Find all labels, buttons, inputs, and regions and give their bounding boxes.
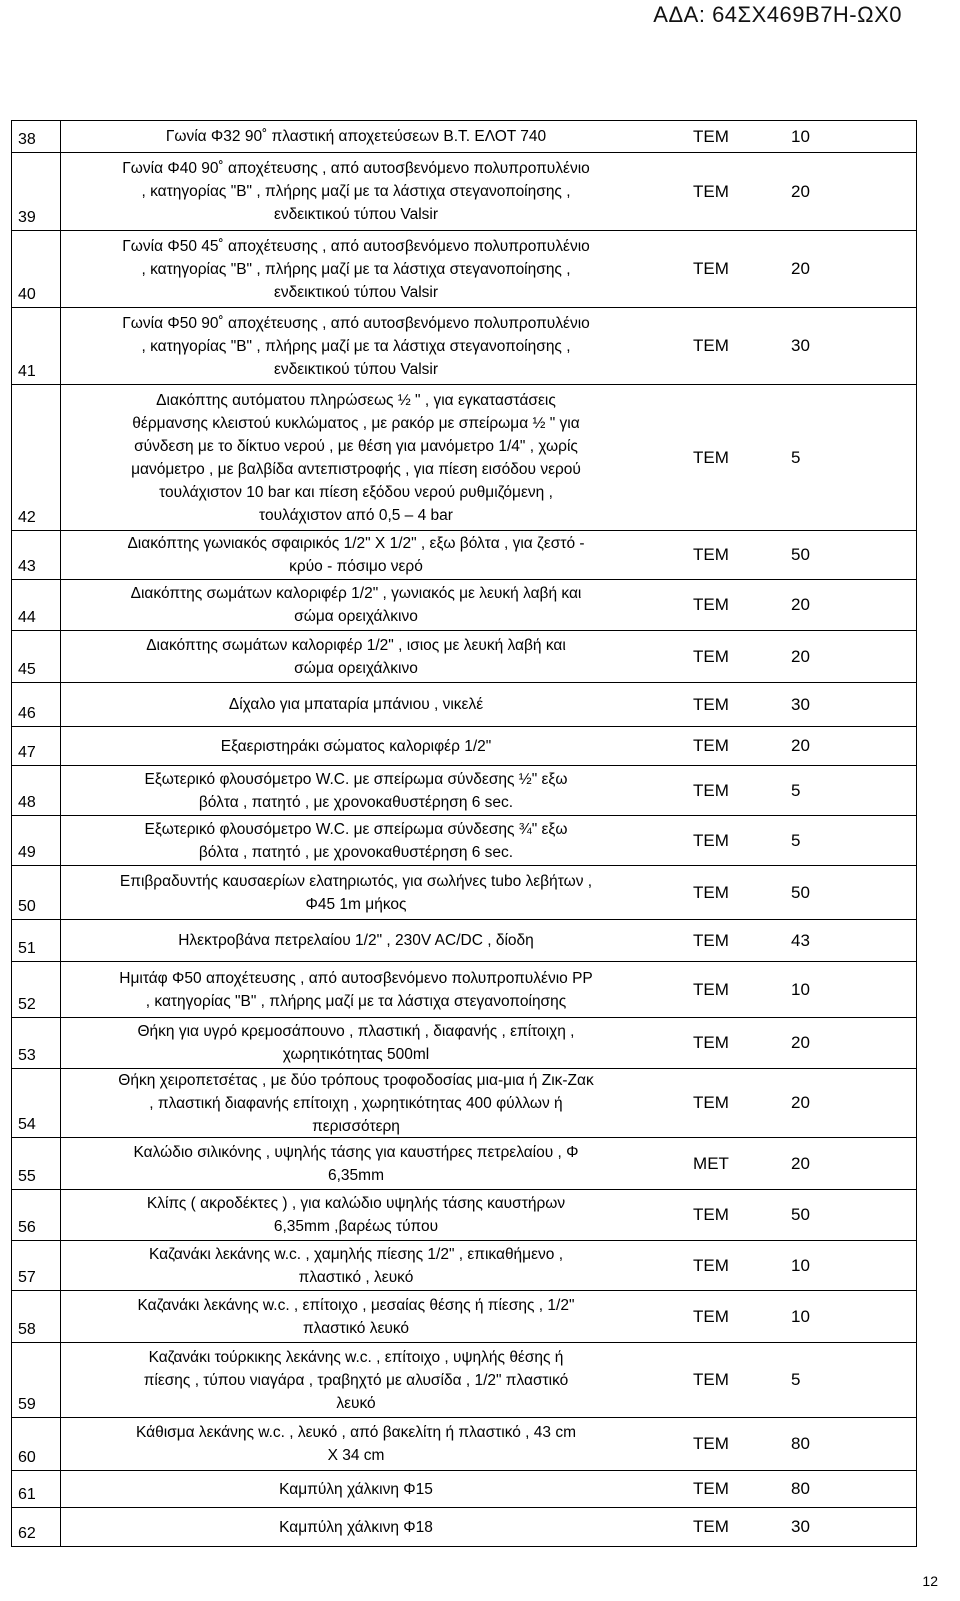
item-unit: ΤΕΜ: [693, 1434, 729, 1453]
row-number: 58: [12, 1291, 61, 1342]
item-quantity: 30: [791, 336, 810, 355]
item-description: [61, 818, 651, 864]
description-line: Καζανάκι τούρκικης λεκάνης w.c. , επίτοιχο , υψηλής θέσης ή: [148, 1348, 564, 1366]
item-description: [61, 312, 651, 381]
page-number: 12: [922, 1573, 938, 1589]
item-quantity: 30: [791, 1517, 810, 1536]
item-quantity: 10: [791, 979, 810, 999]
item-description: [61, 735, 651, 758]
item-unit: ΤΕΜ: [693, 1306, 729, 1326]
row-number: 38: [12, 121, 61, 152]
description-line: Ημιτάφ Φ50 αποχέτευσης , από αυτοσβενόμενο πολυπροπυλένιο PP: [119, 969, 593, 987]
table-row: [12, 1291, 916, 1343]
item-description: [61, 693, 651, 716]
description-line: Θήκη για υγρό κρεμοσάπουνο , πλαστική , διαφανής , επίτοιχη ,: [137, 1023, 575, 1040]
description-line: τουλάχιστον από 0,5 – 4 bar: [259, 506, 453, 524]
description-line: βόλτα , πατητό , με χρονοκαθυστέρηση 6 sec.: [198, 843, 514, 861]
item-quantity: 10: [791, 126, 810, 146]
description-line: 6,35mm: [328, 1166, 384, 1184]
item-quantity: 80: [791, 1434, 810, 1453]
row-content: [61, 531, 916, 579]
table-row: [12, 1138, 916, 1190]
item-description: [61, 157, 651, 226]
table-row: [12, 1508, 916, 1546]
table-row: [12, 962, 916, 1018]
description-line: 6,35mm ,βαρέως τύπου: [273, 1218, 439, 1235]
row-content: [61, 1291, 916, 1342]
row-number: 59: [12, 1343, 61, 1417]
description-line: Γωνία Φ50 90˚ αποχέτευσης , από αυτοσβενόμενο πολυπροπυλένιο: [122, 314, 590, 332]
item-unit: ΤΕΜ: [693, 736, 729, 755]
item-description: [61, 125, 651, 148]
item-quantity: 43: [791, 930, 810, 950]
row-content: [61, 1471, 916, 1507]
item-quantity: 20: [791, 595, 810, 614]
item-description: [61, 768, 651, 814]
description-line: Δίχαλο για μπαταρία μπάνιου , νικελέ: [228, 696, 484, 713]
table-row: [12, 766, 916, 816]
item-quantity: 20: [791, 646, 810, 666]
description-line: Επιβραδυντής καυσαερίων ελατηριωτός, για σωλήνες tubo λεβήτων ,: [119, 872, 593, 890]
description-line: , κατηγορίας "Β" , πλήρης μαζί με τα λάστιχα στεγανοποίησης ,: [141, 183, 571, 200]
table-row: [12, 1471, 916, 1508]
item-quantity: 50: [791, 545, 810, 564]
item-unit: ΤΕΜ: [693, 595, 729, 614]
description-line: Κλίπς ( ακροδέκτες ) , για καλώδιο υψηλής τάσης καυστήρων: [146, 1195, 566, 1212]
row-content: [61, 580, 916, 630]
description-line: Διακόπτης σωμάτων καλοριφέρ 1/2" , γωνιακός με λευκή λαβή και: [130, 585, 582, 602]
row-number: 39: [12, 153, 61, 230]
description-line: Εξωτερικό φλουσόμετρο W.C. με σπείρωμα σύνδεσης ¾" εξω: [144, 820, 568, 838]
item-description: [61, 582, 651, 628]
row-content: [61, 920, 916, 961]
table-row: [12, 920, 916, 962]
description-line: χωρητικότητας 500ml: [282, 1046, 430, 1063]
description-line: πίεσης , τύπου νιαγάρα , τραβηχτό με αλυσίδα , 1/2" πλαστικό: [143, 1371, 569, 1389]
item-description: [61, 389, 651, 527]
table-row: [12, 1241, 916, 1291]
item-description: [61, 634, 651, 680]
table-row: [12, 531, 916, 580]
row-number: 51: [12, 920, 61, 961]
item-unit: ΜΕΤ: [693, 1153, 729, 1173]
description-line: Γωνία Φ50 45˚ αποχέτευσης , από αυτοσβενόμενο πολυπροπυλένιο: [122, 237, 590, 255]
item-unit: ΤΕΜ: [693, 646, 729, 666]
description-line: Θήκη χειροπετσέτας , με δύο τρόπους τροφοδοσίας μια-μια ή Ζικ-Ζακ: [118, 1071, 594, 1089]
item-quantity: 20: [791, 1153, 810, 1173]
ada-header: ΑΔΑ: 64ΣΧ469Β7Η-ΩΧ0: [653, 2, 902, 27]
item-quantity: 80: [791, 1479, 810, 1498]
item-description: [61, 967, 651, 1013]
item-unit: ΤΕΜ: [693, 259, 729, 278]
description-line: Καζανάκι λεκάνης w.c. , χαμηλής πίεσης 1/2" , επικαθήμενο ,: [148, 1245, 564, 1263]
row-content: [61, 1190, 916, 1240]
item-quantity: 5: [791, 780, 801, 800]
row-number: 49: [12, 816, 61, 865]
description-line: , πλαστική διαφανής επίτοιχη , χωρητικότητας 400 φύλλων ή: [149, 1094, 563, 1112]
row-number: 52: [12, 962, 61, 1017]
row-content: [61, 1418, 916, 1470]
row-number: 61: [12, 1471, 61, 1507]
description-line: Γωνία Φ40 90˚ αποχέτευσης , από αυτοσβενόμενο πολυπροπυλένιο: [122, 160, 590, 177]
item-unit: ΤΕΜ: [693, 882, 729, 902]
item-description: [61, 1421, 651, 1467]
row-content: [61, 1138, 916, 1189]
row-content: [61, 727, 916, 765]
description-line: Διακόπτης αυτόματου πληρώσεως ½ " , για εγκαταστάσεις: [156, 391, 556, 409]
row-number: 55: [12, 1138, 61, 1189]
item-unit: ΤΕΜ: [693, 181, 729, 201]
item-quantity: 50: [791, 882, 810, 902]
item-quantity: 20: [791, 1033, 810, 1052]
description-line: ενδεικτικού τύπου Valsir: [273, 360, 438, 378]
description-line: , κατηγορίας "Β" , πλήρης μαζί με τα λάστιχα στεγανοποίησης ,: [141, 260, 571, 278]
row-number: 60: [12, 1418, 61, 1470]
item-quantity: 5: [791, 1370, 801, 1389]
row-number: 46: [12, 683, 61, 726]
description-line: βόλτα , πατητό , με χρονοκαθυστέρηση 6 sec.: [198, 793, 514, 811]
row-content: [61, 153, 916, 230]
description-line: Καζανάκι λεκάνης w.c. , επίτοιχο , μεσαίας θέσης ή πίεσης , 1/2": [137, 1296, 575, 1314]
item-quantity: 10: [791, 1306, 810, 1326]
item-quantity: 5: [791, 830, 801, 850]
row-number: 53: [12, 1018, 61, 1068]
item-description: [61, 1141, 651, 1187]
row-content: [61, 962, 916, 1017]
item-unit: ΤΕΜ: [693, 930, 729, 950]
item-description: [61, 870, 651, 916]
item-unit: ΤΕΜ: [693, 545, 729, 564]
description-line: θέρμανσης κλειστού κυκλώματος , με ρακόρ με σπείρωμα ½ " για: [132, 414, 580, 432]
item-description: [61, 1192, 651, 1238]
row-number: 47: [12, 727, 61, 765]
description-line: πλαστικό λευκό: [302, 1319, 410, 1337]
item-unit: ΤΕΜ: [693, 1205, 729, 1224]
row-content: [61, 308, 916, 384]
row-content: [61, 385, 916, 530]
item-quantity: 20: [791, 736, 810, 755]
item-quantity: 20: [791, 259, 810, 278]
description-line: σώμα ορειχάλκινο: [294, 608, 418, 625]
item-unit: ΤΕΜ: [693, 1093, 729, 1112]
row-content: [61, 1343, 916, 1417]
row-number: 42: [12, 385, 61, 530]
description-line: τουλάχιστον 10 bar και πίεση εξόδου νερού ρυθμιζόμενη ,: [159, 483, 553, 501]
item-unit: ΤΕΜ: [693, 830, 729, 850]
item-description: [61, 1069, 651, 1138]
row-content: [61, 866, 916, 919]
row-number: 56: [12, 1190, 61, 1240]
table-row: [12, 1069, 916, 1138]
description-line: ενδεικτικού τύπου Valsir: [273, 206, 438, 223]
row-number: 62: [12, 1508, 61, 1546]
table-row: [12, 1418, 916, 1471]
description-line: Καλώδιο σιλικόνης , υψηλής τάσης για καυστήρες πετρελαίου , Φ: [133, 1143, 579, 1161]
item-description: [61, 1516, 651, 1539]
description-line: , κατηγορίας "Β" , πλήρης μαζί με τα λάστιχα στεγανοποίησης ,: [141, 337, 571, 355]
description-line: περισσότερη: [312, 1117, 400, 1135]
row-content: [61, 121, 916, 152]
description-line: πλαστικό , λευκό: [298, 1268, 414, 1286]
description-line: Γωνία Φ32 90˚ πλαστική αποχετεύσεων Β.Τ. ΕΛΟΤ 740: [165, 128, 547, 145]
item-unit: ΤΕΜ: [693, 1517, 729, 1536]
table-row: [12, 727, 916, 766]
item-unit: ΤΕΜ: [693, 336, 729, 355]
table-row: [12, 1018, 916, 1069]
description-line: Ηλεκτροβάνα πετρελαίου 1/2" , 230V AC/DC , δίοδη: [178, 932, 534, 949]
row-number: 54: [12, 1069, 61, 1137]
item-unit: ΤΕΜ: [693, 1255, 729, 1275]
table-row: [12, 631, 916, 683]
item-quantity: 30: [791, 694, 810, 714]
table-row: [12, 308, 916, 385]
row-content: [61, 1018, 916, 1068]
description-line: σύνδεση με το δίκτυο νερού , με θέση για μανόμετρο 1/4" , χωρίς: [134, 437, 578, 455]
description-line: κρύο - πόσιμο νερό: [289, 558, 423, 575]
description-line: , κατηγορίας "Β" , πλήρης μαζί με τα λάστιχα στεγανοποίησης: [145, 992, 567, 1010]
item-description: [61, 1294, 651, 1340]
item-quantity: 5: [791, 447, 801, 467]
description-line: Καμπύλη χάλκινη Φ15: [279, 1480, 433, 1498]
item-unit: ΤΕΜ: [693, 126, 729, 146]
description-line: σώμα ορειχάλκινο: [294, 659, 418, 677]
row-content: [61, 1069, 916, 1137]
row-number: 50: [12, 866, 61, 919]
row-number: 57: [12, 1241, 61, 1290]
item-description: [61, 929, 651, 952]
description-line: μανόμετρο , με βαλβίδα αντεπιστροφής , για πίεση εισόδου νερού: [131, 460, 581, 478]
item-description: [61, 532, 651, 578]
description-line: Χ 34 cm: [327, 1447, 385, 1464]
table-row: [12, 816, 916, 866]
description-line: ενδεικτικού τύπου Valsir: [273, 283, 438, 301]
table-row: [12, 121, 916, 153]
row-content: [61, 683, 916, 726]
table-row: [12, 580, 916, 631]
row-content: [61, 631, 916, 682]
row-number: 48: [12, 766, 61, 815]
item-quantity: 20: [791, 1093, 810, 1112]
table-row: [12, 231, 916, 308]
item-unit: ΤΕΜ: [693, 694, 729, 714]
description-line: Εξωτερικό φλουσόμετρο W.C. με σπείρωμα σύνδεσης ½" εξω: [144, 770, 568, 788]
row-number: 44: [12, 580, 61, 630]
table-row: [12, 1190, 916, 1241]
item-quantity: 10: [791, 1255, 810, 1275]
item-unit: ΤΕΜ: [693, 979, 729, 999]
description-line: Κάθισμα λεκάνης w.c. , λευκό , από βακελίτη ή πλαστικό , 43 cm: [135, 1424, 577, 1441]
item-description: [61, 1478, 651, 1501]
item-description: [61, 1020, 651, 1066]
description-line: λευκό: [336, 1394, 376, 1412]
item-description: [61, 1243, 651, 1289]
item-unit: ΤΕΜ: [693, 447, 729, 467]
table-row: [12, 385, 916, 531]
table-row: [12, 1343, 916, 1418]
item-unit: ΤΕΜ: [693, 1370, 729, 1389]
table-row: [12, 683, 916, 727]
item-quantity: 50: [791, 1205, 810, 1224]
description-line: Φ45 1m μήκος: [305, 895, 407, 913]
item-unit: ΤΕΜ: [693, 1033, 729, 1052]
table-row: [12, 866, 916, 920]
description-line: Διακόπτης σωμάτων καλοριφέρ 1/2" , ισιος με λευκή λαβή και: [146, 636, 566, 654]
table-row: [12, 153, 916, 231]
row-number: 43: [12, 531, 61, 579]
item-unit: ΤΕΜ: [693, 1479, 729, 1498]
row-content: [61, 1508, 916, 1546]
row-content: [61, 231, 916, 307]
description-line: Διακόπτης γωνιακός σφαιρικός 1/2" Χ 1/2" , εξω βόλτα , για ζεστό -: [127, 535, 585, 552]
row-number: 40: [12, 231, 61, 307]
row-content: [61, 766, 916, 815]
description-line: Εξαεριστηράκι σώματος καλοριφέρ 1/2": [220, 737, 492, 755]
items-table: [11, 120, 917, 1547]
row-number: 45: [12, 631, 61, 682]
item-quantity: 20: [791, 181, 810, 201]
description-line: Καμπύλη χάλκινη Φ18: [279, 1518, 433, 1536]
item-unit: ΤΕΜ: [693, 780, 729, 800]
item-description: [61, 235, 651, 304]
row-content: [61, 1241, 916, 1290]
row-number: 41: [12, 308, 61, 384]
item-description: [61, 1346, 651, 1415]
row-content: [61, 816, 916, 865]
